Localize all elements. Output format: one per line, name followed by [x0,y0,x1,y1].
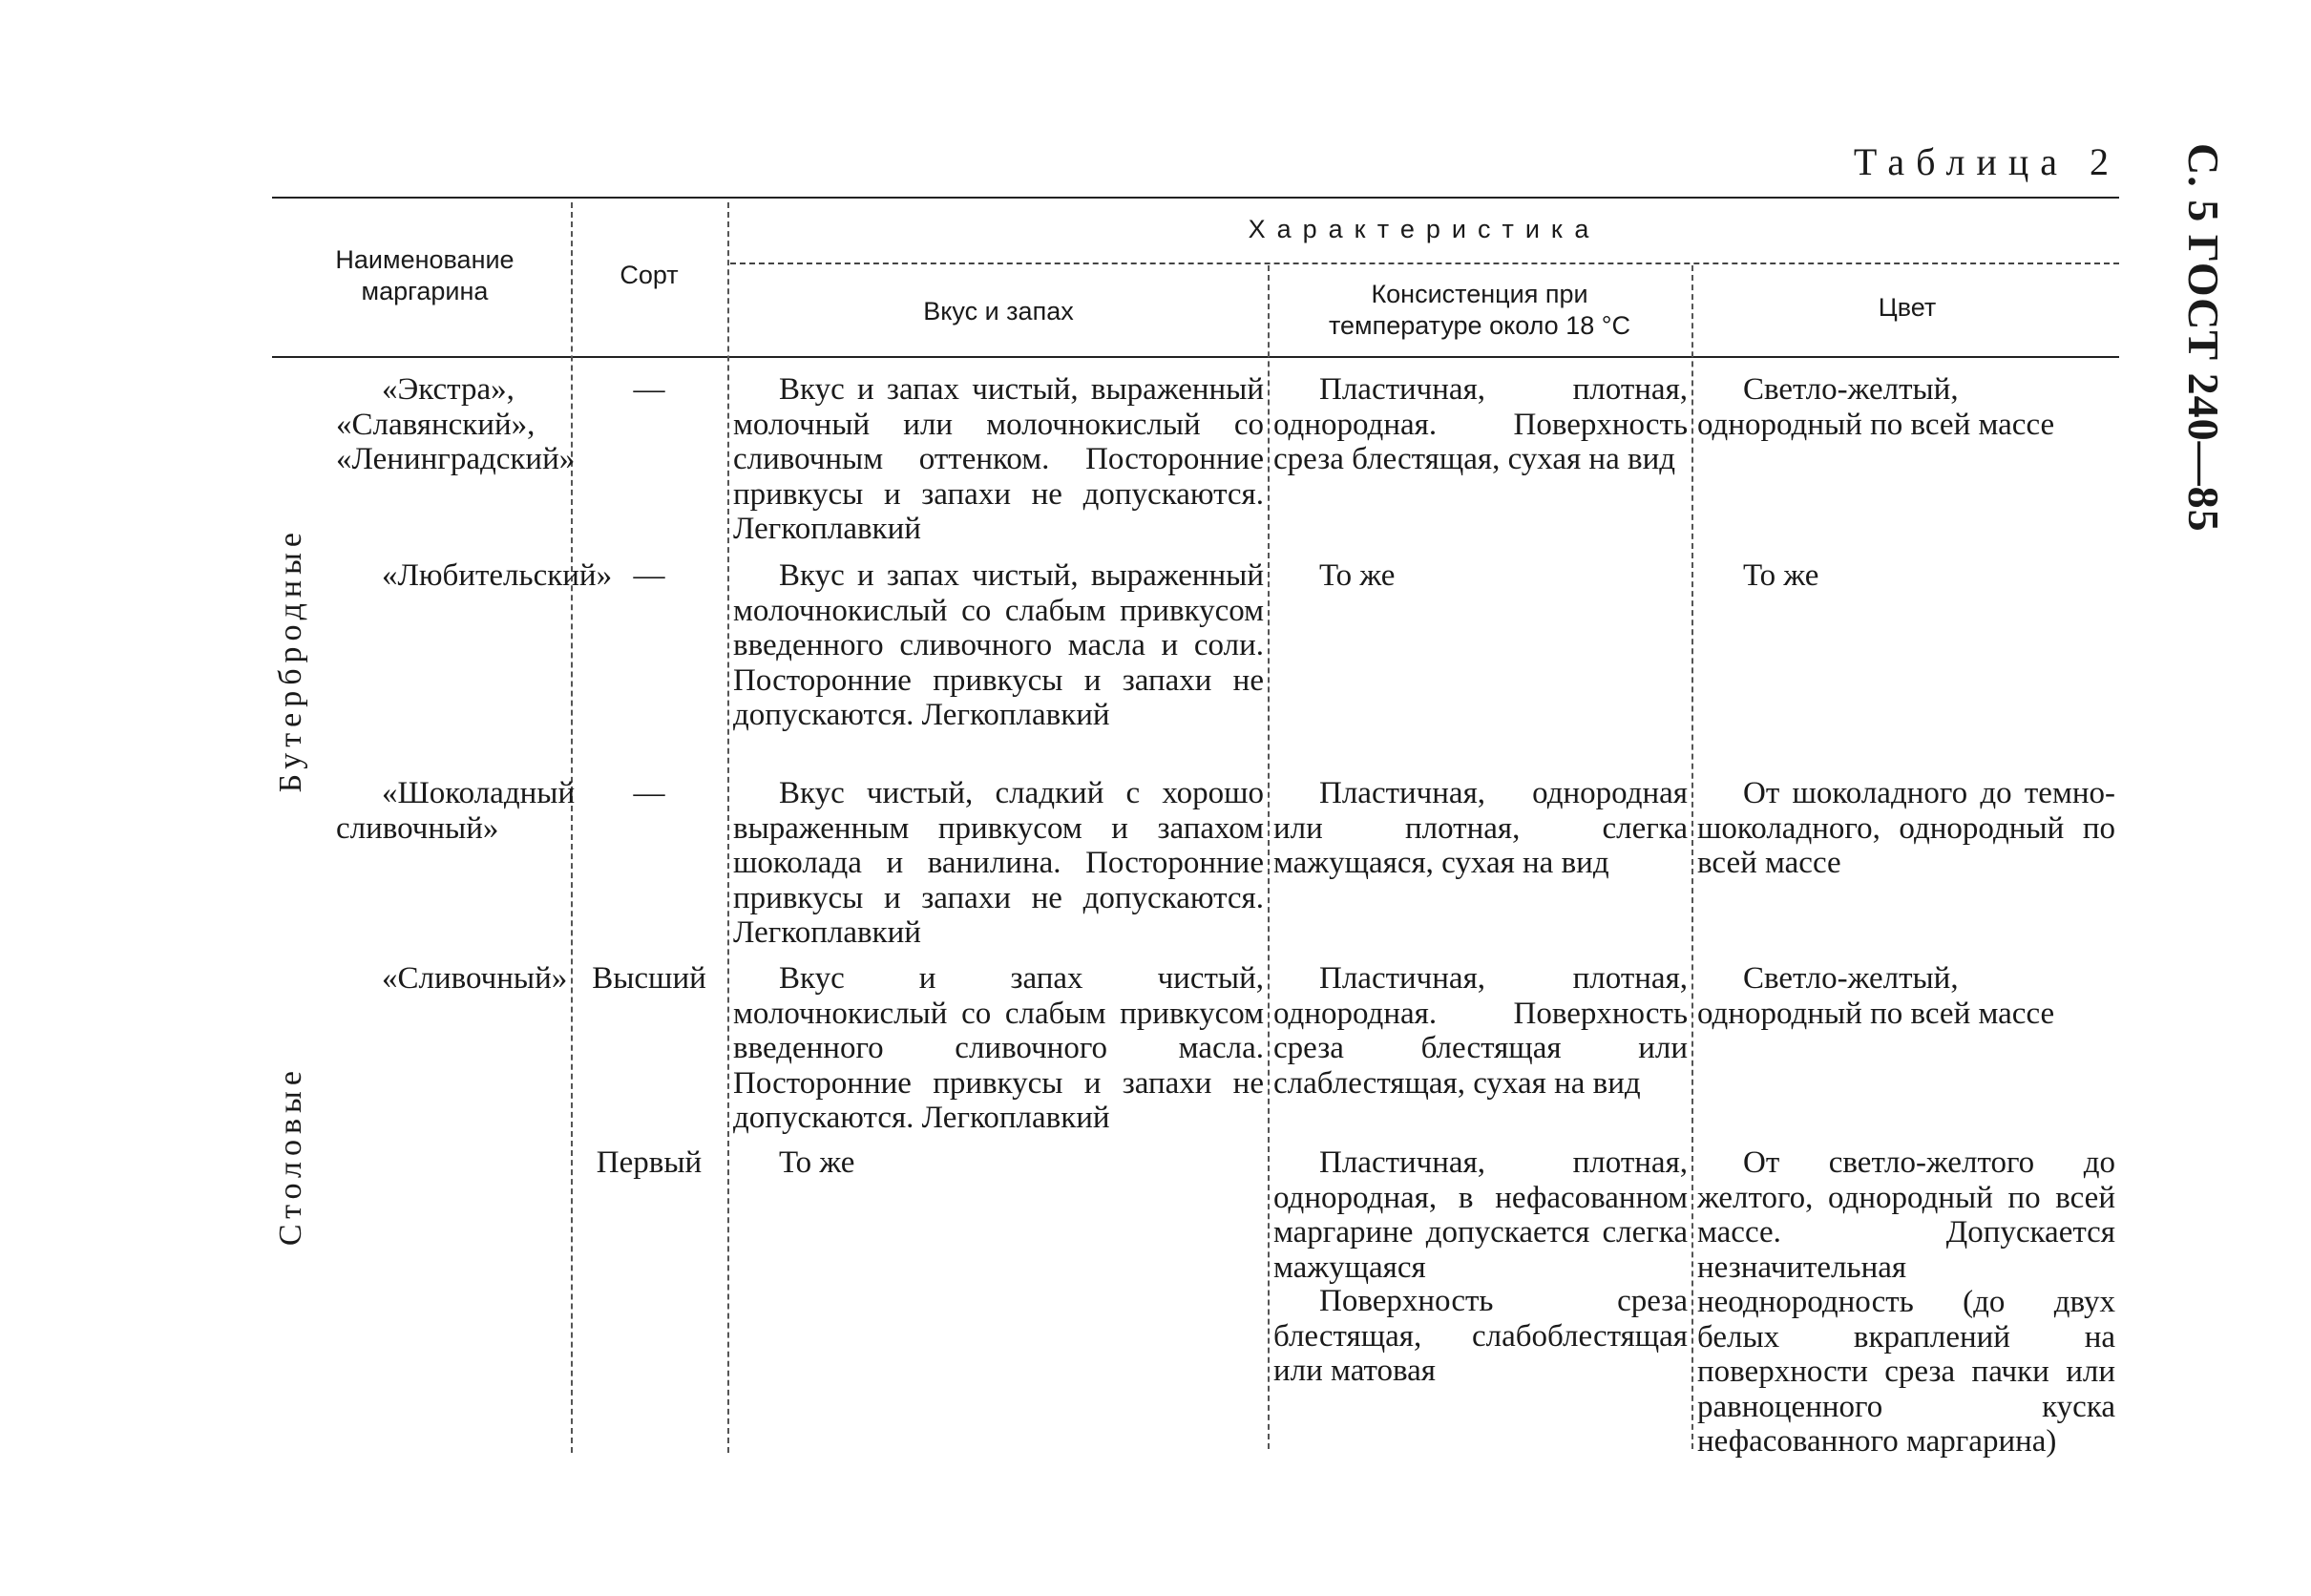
row-3-grade: — [633,776,665,810]
header-color: Цвет [1878,293,1937,322]
header-characteristic: Характеристика [1248,215,1601,243]
row-3-name: «Шоколадный сливочный» [336,776,576,846]
group-table: Столовые [273,1065,308,1247]
row-2-taste: Вкус и запах чистый, выраженный молочнокислый со слабым привкусом введенного сливочного масла и соли. Посторонние привкусы и запахи не допускаются. Легкоплавкий [733,558,1264,732]
col-divider-4 [1691,265,1693,1449]
row-5-taste: То же [779,1145,855,1180]
row-3-color: От шоколадного до темно-шоколадного, однородный по всей массе [1697,776,2115,880]
row-1-taste: Вкус и запах чистый, выраженный молочный или молочнокислый со сливочным оттенком. Посторонние привкусы и запахи не допускаются. Легкоплавкий [733,372,1264,546]
row-1-grade: — [633,372,665,407]
row-1-color: Светло-желтый, однородный по всей массе [1697,372,2055,442]
header-name: Наименование маргарина [335,245,515,305]
row-4-taste: Вкус и запах чистый, молочнокислый со слабым привкусом введенного сливочного масла. Посторонние привкусы и запахи не допускаются. Легкоплавкий [733,961,1264,1135]
characteristic-rule [730,262,2119,264]
page-number: С. 5 ГОСТ 240—85 [2179,143,2228,533]
header-bottom-rule [272,356,2119,358]
header-taste: Вкус и запах [923,297,1074,326]
row-1-consistency: Пластичная, плотная, однородная. Поверхность среза блестящая, сухая на вид [1273,372,1688,476]
row-3-taste: Вкус чистый, сладкий с хорошо выраженным привкусом и запахом шоколада и ванилина. Посторонние привкусы и запахи не допускаются. Легкоплавкий [733,776,1264,950]
col-divider-1 [571,202,573,1453]
row-3-consistency: Пластичная, однородная или плотная, слегка мажущаяся, сухая на вид [1273,776,1688,880]
table-top-rule [272,197,2119,199]
row-1-name: «Экстра», «Славянский», «Ленинградский» [336,372,576,476]
row-4-name: «Сливочный» [382,961,568,996]
row-4-grade: Высший [592,961,706,996]
row-4-color: Светло-желтый, однородный по всей массе [1697,961,2055,1031]
header-grade: Сорт [620,261,679,289]
row-5-color: От светло-желтого до желтого, однородный по всей массе. Допускается незначительная неоднородность (до двух белых вкраплений на поверхности среза пачки или равноценного куска нефасованного маргарина) [1697,1145,2115,1459]
row-4-consistency: Пластичная, плотная, однородная. Поверхность среза блестящая или слаблестящая, сухая на вид [1273,961,1688,1101]
group-sandwich: Бутербродные [273,527,308,793]
col-divider-3 [1268,265,1270,1449]
row-5-consistency: Пластичная, плотная, однородная, в нефасованном маргарине допускается слегка мажущаяся [1273,1145,1688,1285]
row-5-consistency-2: Поверхность среза блестящая, слабоблестящая или матовая [1273,1284,1688,1388]
row-2-color: То же [1743,558,1819,593]
col-divider-2 [727,202,729,1453]
row-2-grade: — [633,558,665,593]
row-2-consistency: То же [1319,558,1396,593]
row-2-name: «Любительский» [382,558,613,593]
header-consistency: Консистенция при температуре около 18 °С [1328,280,1631,340]
table-label: Таблица 2 [1853,140,2120,183]
row-5-grade: Первый [596,1145,703,1180]
